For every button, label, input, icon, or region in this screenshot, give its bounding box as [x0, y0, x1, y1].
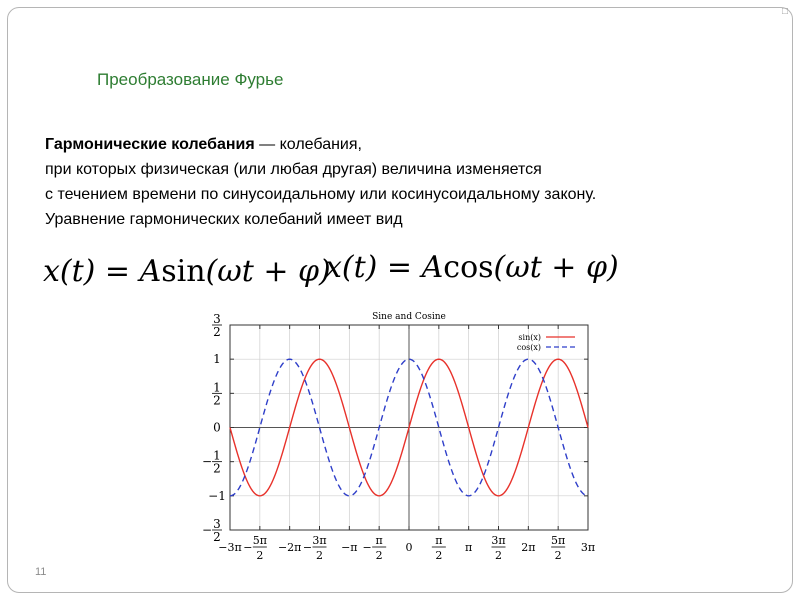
y-tick-label: 3: [213, 312, 221, 326]
term-harmonic-oscillations: Гармонические колебания: [45, 136, 255, 153]
formula-cos: [325, 250, 619, 285]
slide-title: Преобразование Фурье: [97, 70, 284, 89]
x-tick-label: −3π: [218, 541, 242, 554]
corner-mark: □: [781, 6, 788, 17]
y-tick-label: 1: [213, 380, 221, 395]
definition-text: [45, 132, 775, 232]
formula-sin: [43, 254, 331, 289]
y-tick-label: 0: [213, 420, 221, 435]
formula-sin-fn: sin: [161, 254, 206, 289]
x-tick-label: π: [435, 534, 443, 547]
x-tick-label: 3π: [491, 534, 506, 547]
x-tick-sign: −: [243, 541, 253, 554]
legend-label-sin: sin(x): [518, 333, 541, 342]
y-tick-label: 2: [213, 393, 221, 408]
x-tick-label: 0: [405, 541, 413, 554]
x-tick-label: −π: [341, 541, 358, 554]
x-tick-label: 3π: [580, 541, 596, 554]
formula-cos-arg: (ωt + φ): [493, 250, 619, 285]
y-tick-label: −1: [208, 488, 226, 503]
definition-line-1: [45, 132, 775, 157]
x-tick-label: 5π: [551, 534, 566, 547]
y-tick-label: 1: [213, 448, 221, 463]
formula-sin-lhs: x(t) = A: [43, 254, 162, 289]
y-tick-label: 2: [213, 325, 221, 339]
x-tick-sign: −: [362, 541, 372, 554]
x-tick-label: 2: [375, 549, 383, 562]
x-tick-label: 2: [316, 549, 323, 562]
x-tick-label: −2π: [277, 541, 302, 554]
y-tick-label: 3: [213, 517, 221, 531]
y-tick-label: 2: [213, 461, 221, 476]
chart-title: Sine and Cosine: [372, 312, 446, 322]
x-tick-label: 3π: [312, 534, 327, 547]
legend-label-cos: cos(x): [516, 343, 541, 352]
y-tick-sign: −: [201, 454, 213, 469]
x-tick-label: 2: [554, 549, 562, 562]
definition-line-3: с течением времени по синусоидальному или косинусоидальному закону.: [45, 186, 597, 203]
x-tick-sign: −: [302, 541, 313, 554]
x-tick-label: 2π: [521, 541, 536, 554]
formula-sin-arg: (ωt + φ): [205, 254, 331, 289]
y-tick-label: 1: [213, 352, 221, 367]
y-tick-sign: −: [201, 523, 213, 537]
y-tick-label: 2: [213, 530, 221, 544]
definition-line-1-rest: — колебания,: [254, 136, 362, 153]
x-tick-label: π: [375, 534, 383, 547]
sine-cosine-chart: [195, 305, 605, 565]
x-tick-label: 5π: [252, 534, 267, 547]
definition-line-4: Уравнение гармонических колебаний имеет вид: [45, 211, 403, 228]
formula-cos-fn: cos: [443, 250, 494, 285]
x-tick-label: π: [465, 541, 473, 554]
x-tick-label: 2: [435, 549, 443, 562]
x-tick-label: 2: [495, 549, 502, 562]
formula-cos-lhs: x(t) = A: [325, 250, 444, 285]
page-number: 11: [35, 566, 47, 578]
x-tick-label: 2: [256, 549, 264, 562]
definition-line-2: при которых физическая (или любая другая) величина изменяется: [45, 161, 542, 178]
